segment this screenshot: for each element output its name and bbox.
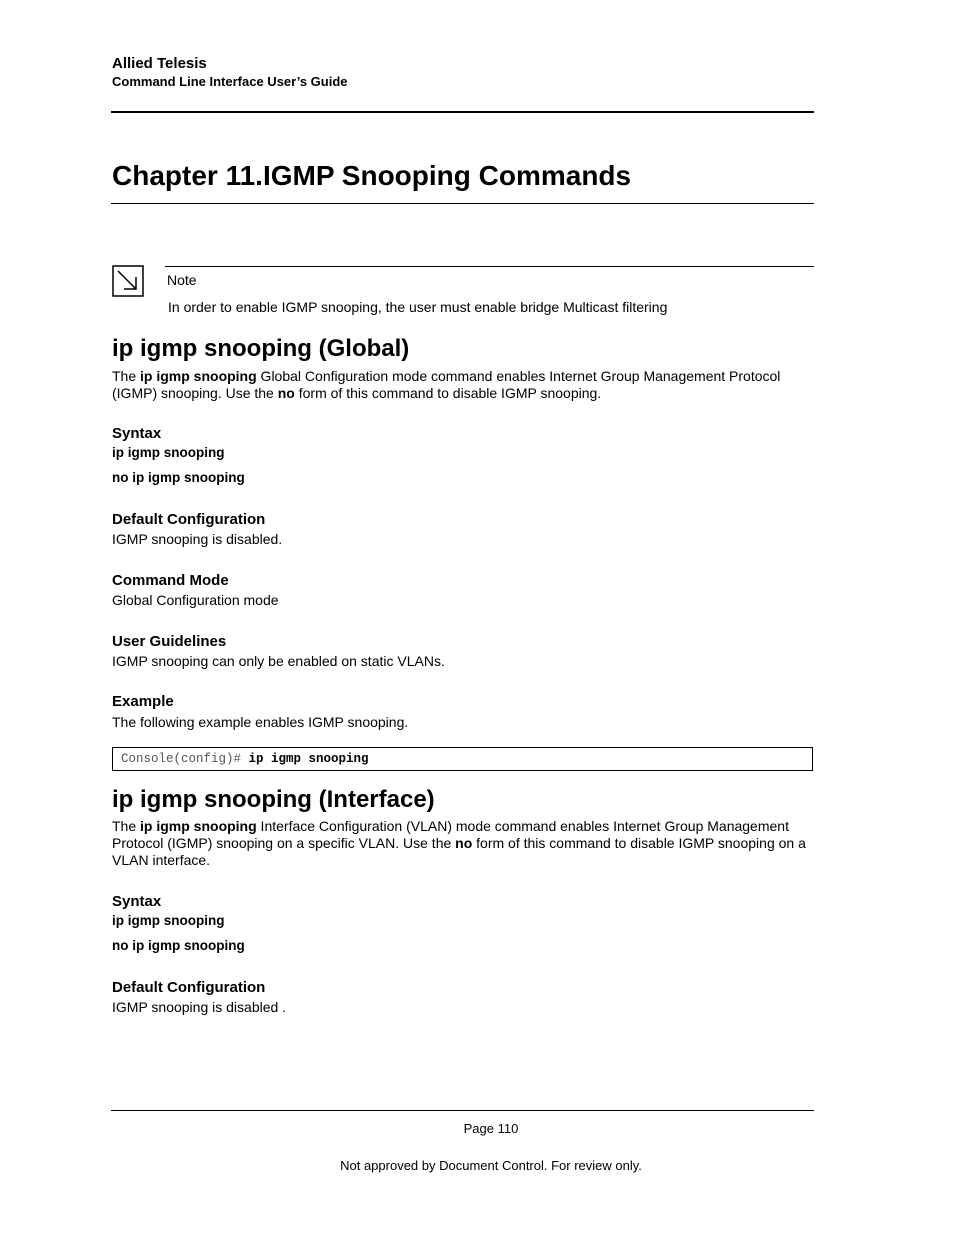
syntax-line: no ip igmp snooping [112,470,245,485]
example-text: The following example enables IGMP snooping. [112,714,409,730]
command-mode-text: Global Configuration mode [112,592,279,608]
section-description-global: The ip igmp snooping Global Configuration mode command enables Internet Group Management Protocol (IGMP) snooping. Use the no form of this command to disable IGMP snooping. [112,368,781,401]
section-title-interface: ip igmp snooping (Interface) [112,786,435,813]
default-config-text: IGMP snooping is disabled . [112,999,287,1015]
section-description-interface: The ip igmp snooping Interface Configuration (VLAN) mode command enables Internet Group Management Protocol (IGMP) snooping on a specific VLAN. Use the no form of this command to disable IGMP snooping on a VLAN interface. [112,818,806,868]
code-command: ip igmp snooping [248,752,369,766]
chapter-title: Chapter 11.IGMP Snooping Commands [112,160,632,191]
note-text: In order to enable IGMP snooping, the user must enable bridge Multicast filtering [168,299,668,315]
note-arrow-icon [112,265,144,297]
code-example-box [112,747,813,771]
page-number: Page 110 [463,1121,519,1136]
header-company: Allied Telesis [112,55,207,72]
section-title-global: ip igmp snooping (Global) [112,335,410,362]
syntax-line: ip igmp snooping [112,445,225,460]
note-label: Note [167,272,197,288]
syntax-heading: Syntax [112,893,162,910]
chapter-rule [111,203,814,204]
user-guidelines-heading: User Guidelines [112,633,227,650]
syntax-heading: Syntax [112,425,162,442]
note-rule [165,266,814,267]
syntax-line: no ip igmp snooping [112,938,245,953]
syntax-line: ip igmp snooping [112,913,225,928]
command-mode-heading: Command Mode [112,572,229,589]
header-guide-title: Command Line Interface User’s Guide [112,74,348,89]
header-rule [111,111,814,113]
code-prompt: Console(config)# [121,752,249,766]
example-heading: Example [112,693,174,710]
default-config-heading: Default Configuration [112,979,266,996]
footer-rule [111,1110,814,1111]
default-config-heading: Default Configuration [112,511,266,528]
user-guidelines-text: IGMP snooping can only be enabled on static VLANs. [112,653,445,669]
footer-notice: Not approved by Document Control. For review only. [340,1158,642,1173]
default-config-text: IGMP snooping is disabled. [112,531,283,547]
